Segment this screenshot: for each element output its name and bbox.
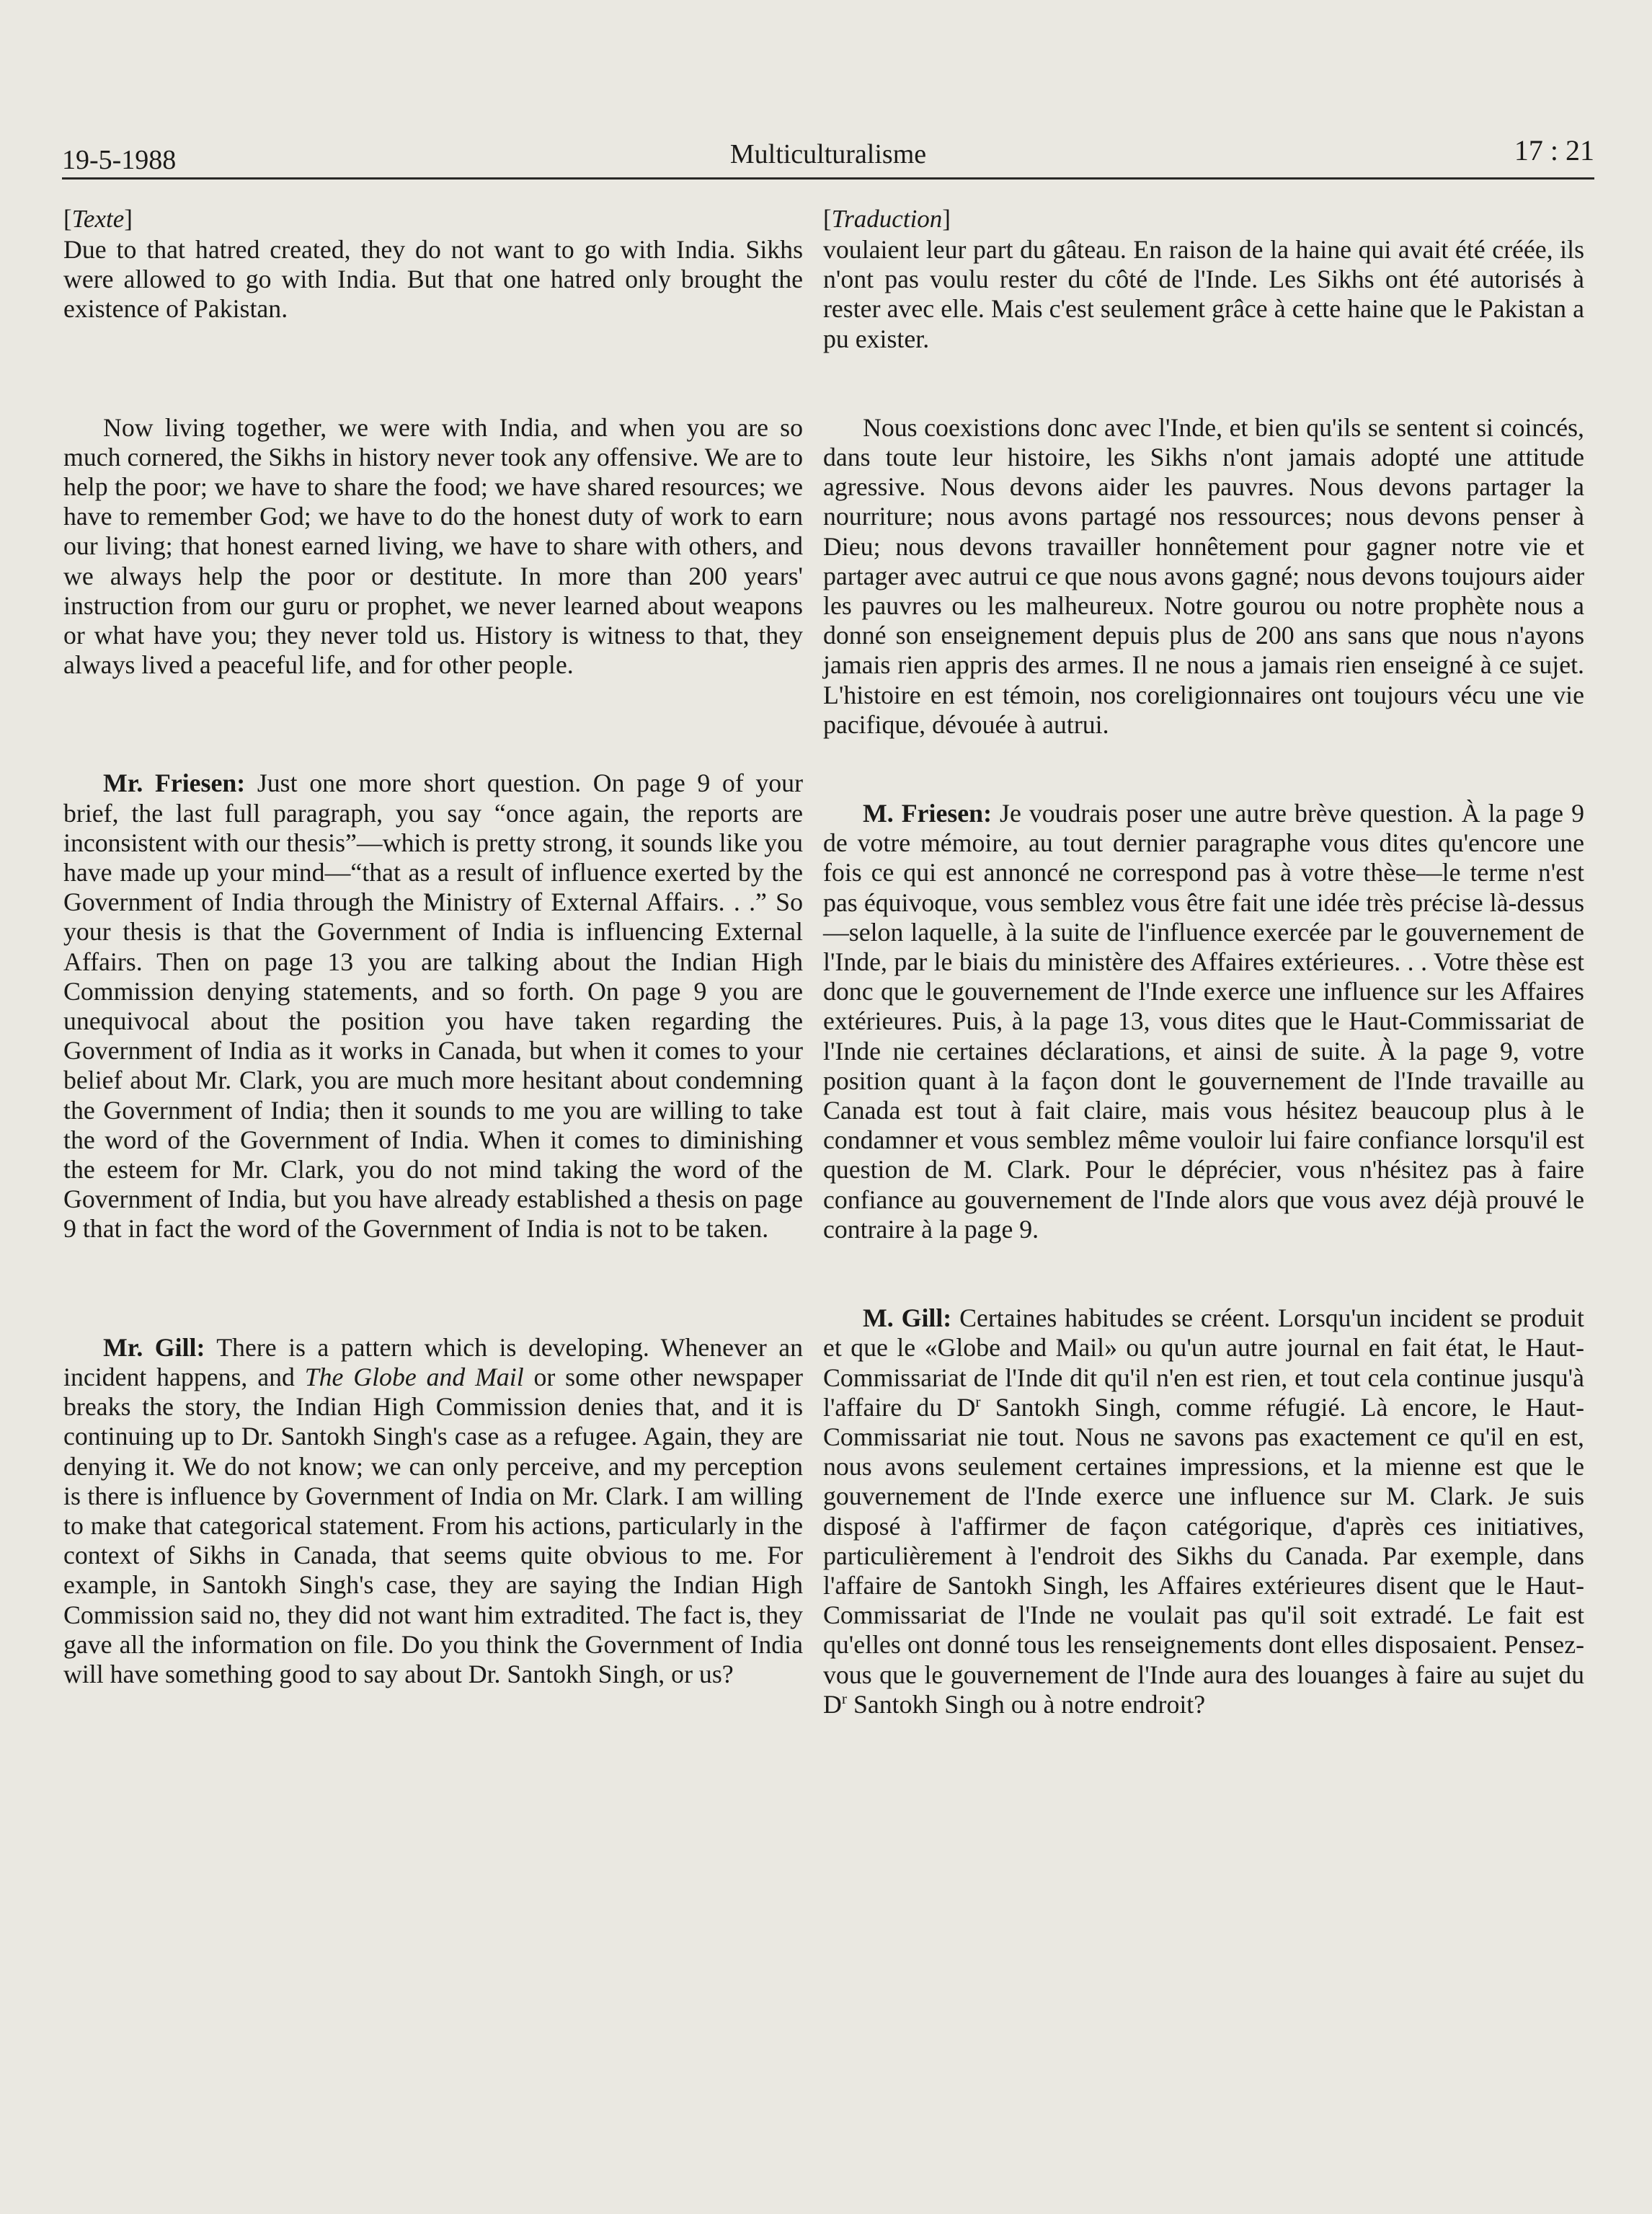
speech-text: Certaines habitudes se créent. Lorsqu'un incident se produit et que le «Globe and Mail» ou qu'un autre journal en fait état, le Haut-Commissariat de l'Inde dit qu'il n'en est rien, et tout cela continue jusqu'à l'affaire du D [823, 1303, 1584, 1422]
newspaper-title: The Globe and Mail [304, 1362, 524, 1391]
speech-text: or some other newspaper breaks the story, the Indian High Commission denies that, and it is continuing up to Dr. Santokh Singh's case as a refugee. Again, they are denying it. We do not know; we can only perceive, and my perception is there is influence by Government of India on Mr. Clark. I am willing to make that categorical statement. From his actions, particularly in the context of Sikhs in Canada, that seems quite obvious to me. For example, in Santokh Singh's case, they are saying the Indian High Commission said no, they did not want him extradited. The fact is, they gave all the information on file. Do you think the Government of India will have something good to say about Dr. Santokh Singh, or us? [63, 1362, 804, 1688]
left-column-english [63, 203, 803, 1689]
speech-text: Just one more short question. On page 9 of your brief, the last full paragraph, you say “once again, the reports are inconsistent with our thesis”—which is pretty strong, it sounds like you have made up your mind—“that as a result of influence exerted by the Government of India through the Ministry of External Affairs. . .” So your thesis is that the Government of India is influencing External Affairs. Then on page 13 you are talking about the Indian High Commission denying statements, and so forth. On page 9 you are unequivocal about the position you have taken regarding the Government of India as it works in Canada, but when it comes to your belief about Mr. Clark, you are much more hesitant about condemning the Government of India; then it sounds to me you are willing to take the word of the Government of India. When it comes to diminishing the esteem for Mr. Clark, you do not mind taking the word of the Government of India, but you have already established a thesis on page 9 that in fact the word of the Government of India is not to be taken. [63, 769, 803, 1244]
speech-text: Santokh Singh, comme réfugié. Là encore, le Haut-Commissariat nie tout. Nous ne savons pas exactement ce qu'il en est, nous avons seulement certaines impressions, et la mienne est que le gouvernement de l'Inde exerce une influence sur M. Clark. Je suis disposé à l'affirmer de façon catégorique, d'après ces initiatives, particulièrement à l'endroit des Sikhs du Canada. Par exemple, dans l'affaire de Santokh Singh, les Affaires extérieures disent que le Haut-Commissariat de l'Inde ne voulait pas qu'il soit extradé. Le fait est qu'elles ont donné tous les renseignements dont elles disposaient. Pensez-vous que le gouvernement de l'Inde aura des louanges à faire au sujet du D [823, 1392, 1585, 1719]
speaker-name: M. Gill: [863, 1303, 952, 1333]
speaker-name: Mr. Friesen: [103, 769, 246, 798]
paragraph-continued: voulaient leur part du gâteau. En raison de la haine qui avait été créée, ils n'ont pas voulu rester du côté de l'Inde. Les Sikhs ont été autorisés à rester avec elle. Mais c'est seulement grâce à cette haine que le Pakistan a pu exister. [823, 235, 1584, 353]
paragraph-continued: Due to that hatred created, they do not want to go with India. Sikhs were allowed to go with India. But that one hatred only brought the existence of Pakistan. [63, 235, 803, 324]
speech-text: Santokh Singh ou à notre endroit? [847, 1689, 1206, 1719]
speech-text: Je voudrais poser une autre brève question. À la page 9 de votre mémoire, au tout dernier paragraphe vous dites qu'encore une fois ce qui est annoncé ne correspond pas à votre thèse—le terme n'est pas équivoque, vous semblez vous être fait une idée très précise là-dessus—selon laquelle, à la suite de l'influence exercée par le gouvernement de l'Inde, par le biais du ministère des Affaires extérieures. . . Votre thèse est donc que le gouvernement de l'Inde exerce une influence sur les Affaires extérieures. Puis, à la page 13, vous dites que le Haut-Commissariat de l'Inde nie certaines déclarations, et ainsi de suite. À la page 9, votre position quant à la façon dont le gouvernement de l'Inde travaille au Canada est tout à fait claire, mais vous hésitez beaucoup plus à le condamner et vous semblez même vouloir lui faire confiance lorsqu'il est question de M. Clark. Pour le déprécier, vous n'hésitez pas à faire confiance au gouvernement de l'Inde alors que vous avez déjà prouvé le contraire à la page 9. [823, 799, 1584, 1244]
superscript: r [841, 1689, 848, 1707]
paragraph-gill-answer [823, 1303, 1584, 1719]
header-title: Multiculturalisme [729, 139, 927, 169]
header-date: 19-5-1988 [62, 145, 177, 175]
paragraph-sikhs-history: Now living together, we were with India, and when you are so much cornered, the Sikhs in history never took any offensive. We are to help the poor; we have to share the food; we have shared resources; we have to remember God; we have to do the honest duty of work to earn our living; that honest earned living, we have to share with others, and we always help the poor or destitute. In more than 200 years' instruction from our guru or prophet, we never learned about weapons or what have you; they never told us. History is witness to that, they always lived a peaceful life, and for other people. [63, 412, 803, 680]
speaker-name: Mr. Gill: [103, 1332, 205, 1362]
right-column-french [823, 203, 1584, 1719]
column-label-traduction: [ Traduction ] [823, 203, 1584, 235]
column-label-texte: [ Texte ] [63, 203, 803, 235]
paragraph-friesen-question [63, 769, 803, 1244]
speech-text: There is a pattern which is developing. Whenever an incident happens, and [63, 1332, 803, 1391]
paragraph-sikhs-history: Nous coexistions donc avec l'Inde, et bien qu'ils se sentent si coincés, dans toute leur histoire, les Sikhs n'ont jamais adopté une attitude agressive. Nous devons aider les pauvres. Nous devons partager la nourriture; nous avons partagé nos ressources; nous devons penser à Dieu; nous devons travailler honnêtement pour gagner notre vie et partager avec autrui ce que nous avons gagné; nous devons toujours aider les pauvres ou les malheureux. Notre gourou ou notre prophète nous a donné son enseignement depuis plus de 200 ans sans que nous n'ayons jamais rien appris des armes. Il ne nous a jamais rien enseigné à ce sujet. L'histoire en est témoin, nos coreligionnaires ont toujours vécu une vie pacifique, dévouée à autrui. [823, 412, 1584, 739]
superscript: r [975, 1392, 981, 1410]
paragraph-gill-answer [63, 1333, 803, 1689]
paragraph-friesen-question [823, 799, 1584, 1244]
speaker-name: M. Friesen: [863, 799, 992, 828]
header-page-number: 17 : 21 [1514, 134, 1594, 167]
running-header [62, 134, 1594, 180]
